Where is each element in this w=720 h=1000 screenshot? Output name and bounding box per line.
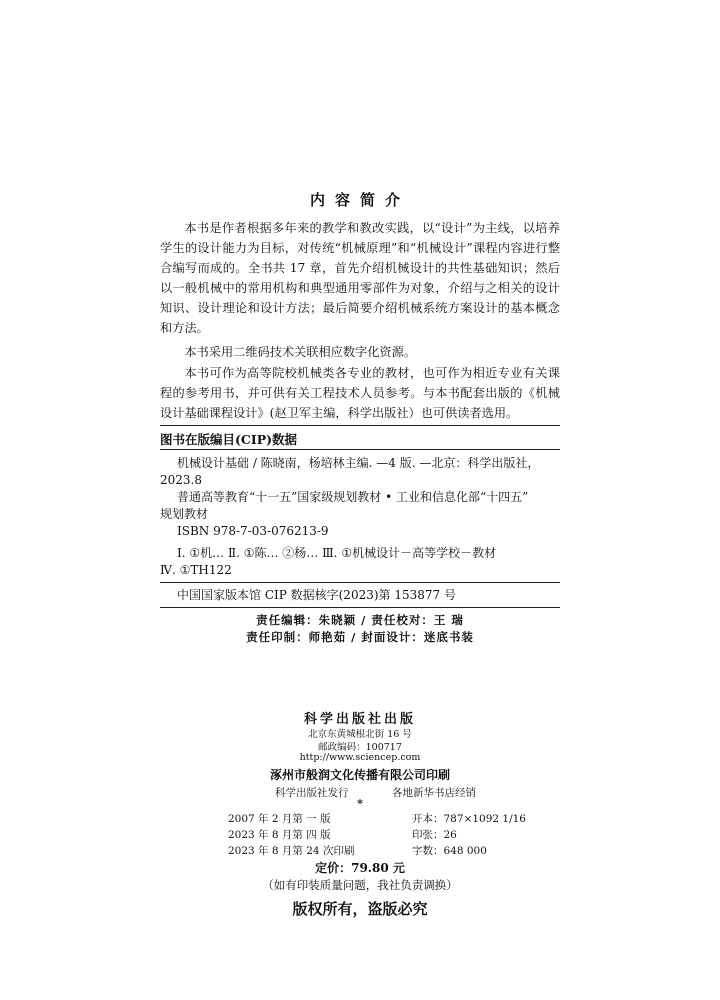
cip-library-number: 中国国家版本馆 CIP 数据核字(2023)第 153877 号: [177, 588, 456, 602]
summary-block: [160, 342, 560, 362]
cip-entry: 普通高等教育“十一五”国家级规划教材 • 工业和信息化部“十四五”: [177, 490, 529, 504]
summary-paragraph: 本书采用二维码技术关联相应数字化资源。: [184, 345, 416, 359]
summary-paragraph: 本书是作者根据多年来的教学和教改实践，以“设计”为主线，以培养学生的设计能力为目标，对传统“机械原理”和“机械设计”课程内容进行整合编写而成的。全书共 17 章，首先介绍机械设计的共性基础知识；然后以一般机械中的常用机构和典型通用零部件为对象，介绍与之相关的设计知识、设计理论和设计方法；最后简要介绍机械系统方案设计的基本概念和方法。: [160, 221, 560, 335]
edition-spec: 印张：26: [412, 829, 457, 841]
distributor: 科学出版社发行: [275, 787, 349, 799]
cip-entry: 2023.8: [160, 473, 202, 487]
quality-notice: （如有印装质量问题，我社负责调换）: [262, 878, 458, 892]
printer-line: 涿州市般润文化传播有限公司印刷: [269, 768, 450, 782]
summary-block: [160, 218, 560, 338]
cip-classification: Ⅳ. ①TH122: [160, 563, 232, 577]
publisher-postcode: 邮政编码：100717: [318, 742, 402, 753]
cip-top-divider: [160, 425, 560, 426]
cip-library-divider: [160, 582, 560, 583]
edition-date: 2023 年 8 月第 24 次印刷: [228, 845, 355, 857]
cip-heading: 图书在版编目(CIP)数据: [160, 432, 298, 447]
edition-date: 2023 年 8 月第 四 版: [228, 829, 331, 841]
publisher-url: http://www.sciencep.com: [299, 752, 421, 763]
editor-credits: 责任编辑：朱晓颖 / 责任校对：王 瑞: [256, 613, 464, 627]
edition-date: 2007 年 2 月第 一 版: [228, 813, 331, 825]
cip-heading-divider: [160, 449, 560, 450]
cip-entry: 机械设计基础 / 陈晓南，杨培林主编. —4 版. —北京：科学出版社，: [177, 456, 540, 470]
publisher-address: 北京东黄城根北街 16 号: [308, 729, 412, 740]
cip-entry: 规划教材: [160, 507, 209, 521]
cip-classification: Ⅰ. ①机… Ⅱ. ①陈… ②杨… Ⅲ. ①机械设计－高等学校－教材: [177, 546, 497, 560]
production-credits: 责任印制：师艳茹 / 封面设计：迷底书装: [246, 630, 474, 644]
cip-isbn: ISBN 978-7-03-076213-9: [177, 524, 329, 538]
cip-bottom-divider: [160, 607, 560, 608]
retailer: 各地新华书店经销: [392, 787, 476, 799]
page-title: 内容简介: [309, 191, 410, 209]
edition-spec: 开本：787×1092 1/16: [412, 813, 526, 825]
edition-spec: 字数：648 000: [412, 845, 487, 857]
price: 定价：79.80 元: [315, 861, 405, 875]
summary-block: [160, 363, 560, 423]
separator-star: *: [357, 797, 363, 810]
summary-paragraph: 本书可作为高等院校机械类各专业的教材，也可作为相近专业有关课程的参考用书，并可供有关工程技术人员参考。与本书配套出版的《机械设计基础课程设计》(赵卫军主编，科学出版社）也可供读者选用。: [160, 366, 560, 420]
copyright-notice: 版权所有，盗版必究: [292, 900, 428, 918]
publisher-name: 科学出版社出版: [303, 712, 416, 727]
